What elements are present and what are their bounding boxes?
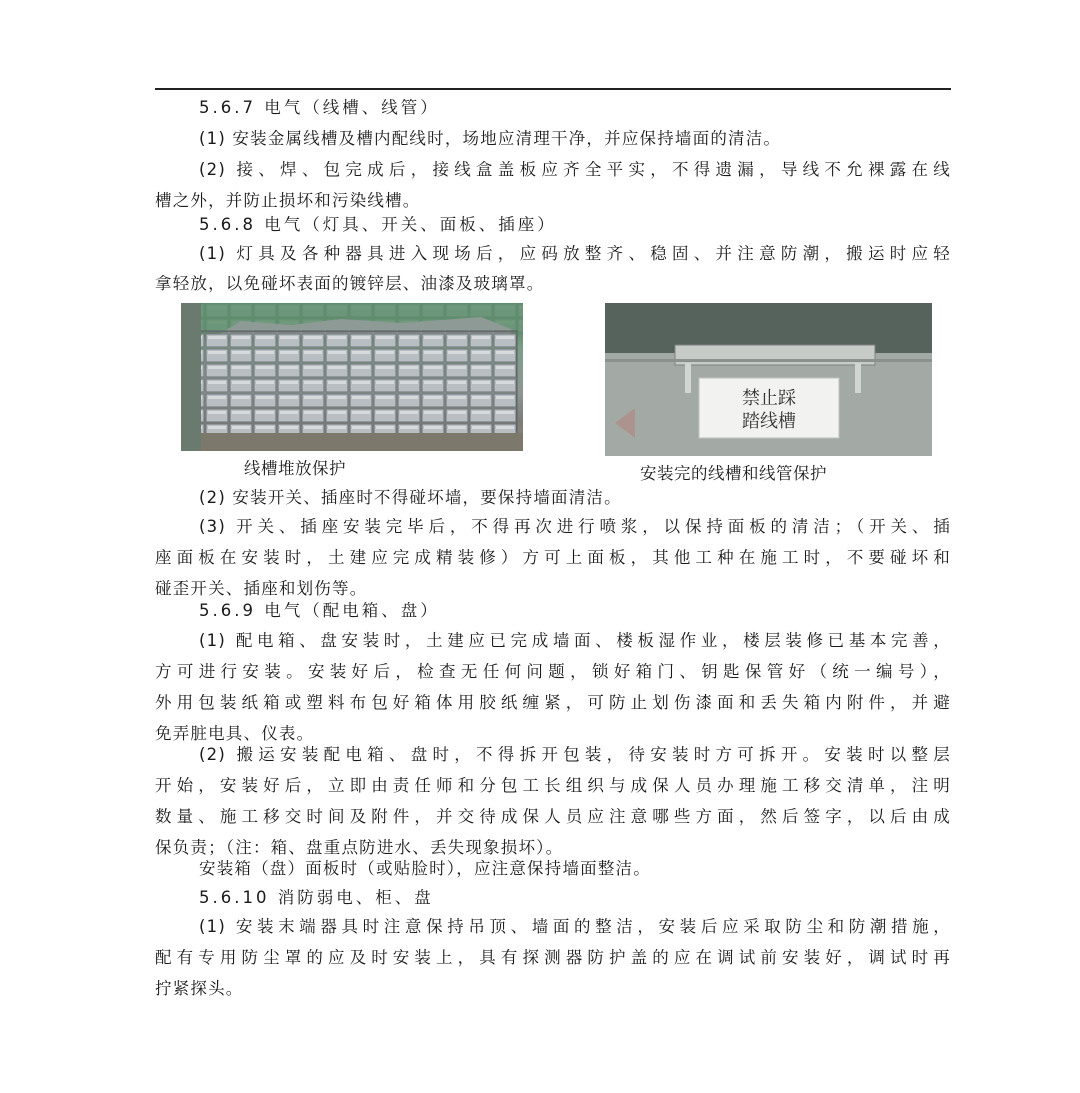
paragraph-line: (3) 开关、插座安装完毕后，不得再次进行喷浆，以保持面板的清洁；（开关、插: [199, 517, 951, 536]
installed-tray-graphic: [605, 303, 932, 456]
paragraph: [155, 240, 951, 298]
section-heading-5-6-9: 5.6.9 电气（配电箱、盘）: [199, 601, 440, 620]
section-heading-5-6-10: 5.6.10 消防弱电、柜、盘: [199, 888, 434, 907]
paragraph-line: (2) 搬运安装配电箱、盘时，不得拆开包装，待安装时方可拆开。安装时以整层: [199, 745, 951, 764]
paragraph-line: 拧紧探头。: [155, 979, 244, 998]
paragraph-line: 槽之外，并防止损坏和污染线槽。: [155, 191, 421, 210]
paragraph-line: (1) 灯具及各种器具进入现场后，应码放整齐、稳固、并注意防潮，搬运时应轻: [199, 244, 951, 263]
sign-text-line2: 踏线槽: [742, 411, 796, 432]
paragraph-line: 数量、施工移交时间及附件，并交待成保人员应注意哪些方面，然后签字，以后由成: [155, 807, 951, 826]
paragraph: [155, 627, 951, 748]
paragraph: (1) 安装金属线槽及槽内配线时，场地应清理干净，并应保持墙面的清洁。: [199, 129, 782, 148]
paragraph: [155, 913, 951, 1003]
paragraph-line: 开始，安装好后，立即由责任师和分包工长组织与成保人员办理施工移交清单，注明: [155, 776, 951, 795]
paragraph-line: 配有专用防尘罩的应及时安装上，具有探测器防护盖的应在调试前安装好，调试时再: [155, 948, 951, 967]
paragraph-line: 碰歪开关、插座和划伤等。: [155, 579, 368, 598]
paragraph-line: 拿轻放，以免碰坏表面的镀锌层、油漆及玻璃罩。: [155, 274, 545, 293]
paragraph: [155, 513, 951, 603]
paragraph: [155, 156, 951, 215]
paragraph-line: 保负责；（注：箱、盘重点防进水、丢失现象损坏）。: [155, 838, 564, 857]
paragraph: 安装箱（盘）面板时（或贴脸时），应注意保持墙面整洁。: [199, 859, 651, 878]
paragraph: (2) 安装开关、插座时不得碰坏墙，要保持墙面清洁。: [199, 488, 622, 507]
paragraph: [155, 741, 951, 862]
installed-tray-protection-photo: [605, 303, 932, 456]
section-heading-5-6-8: 5.6.8 电气（灯具、开关、面板、插座）: [199, 215, 557, 234]
paragraph-line: 免弄脏电具、仪表。: [155, 724, 315, 743]
paragraph-line: (1) 配电箱、盘安装时，土建应已完成墙面、楼板湿作业，楼层装修已基本完善，: [199, 631, 951, 650]
cable-tray-stack-graphic: [181, 303, 523, 451]
photo-caption-right: 安装完的线槽和线管保护: [640, 464, 827, 483]
section-heading-5-6-7: 5.6.7 电气（线槽、线管）: [199, 98, 440, 117]
paragraph-line: 座面板在安装时，土建应完成精装修）方可上面板，其他工种在施工时，不要碰坏和: [155, 548, 951, 567]
cable-tray-stack-photo: [181, 303, 523, 451]
paragraph-line: 方可进行安装。安装好后，检查无任何问题，锁好箱门、钥匙保管好（统一编号），: [155, 662, 951, 681]
header-rule: [155, 88, 951, 90]
paragraph-line: (1) 安装末端器具时注意保持吊顶、墙面的整洁，安装后应采取防尘和防潮措施，: [199, 917, 951, 936]
paragraph-line: 外用包装纸箱或塑料布包好箱体用胶纸缠紧，可防止划伤漆面和丢失箱内附件，并避: [155, 693, 951, 712]
paragraph-line: (2) 接、焊、包完成后，接线盒盖板应齐全平实，不得遗漏，导线不允裸露在线: [199, 160, 951, 179]
photo-caption-left: 线槽堆放保护: [244, 459, 346, 478]
sign-text-line1: 禁止踩: [742, 388, 796, 409]
